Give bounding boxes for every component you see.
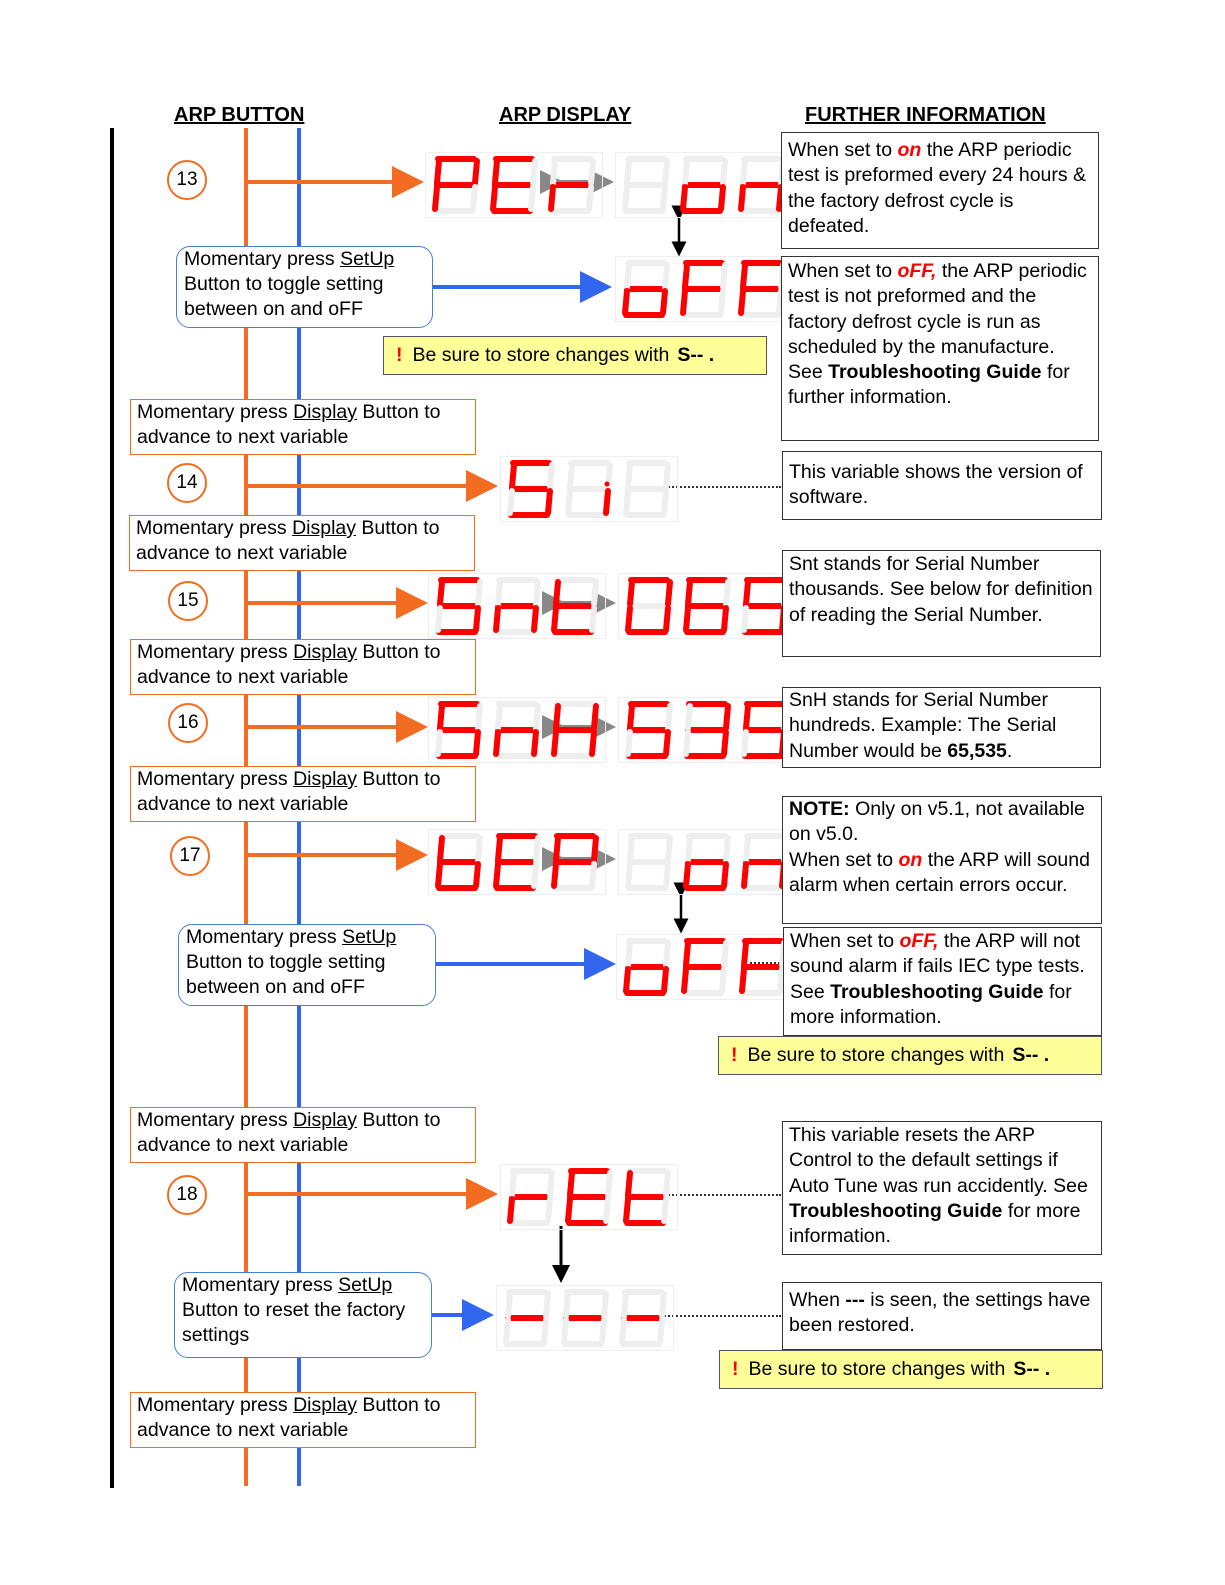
display-bep	[428, 829, 606, 895]
segment-digit	[505, 460, 557, 518]
segment-digit	[681, 833, 733, 891]
segment-digit	[621, 460, 673, 518]
store-warning-17: ! Be sure to store changes with S-- .	[718, 1036, 1102, 1075]
segment-digit	[559, 1289, 611, 1347]
header-further-information: FURTHER INFORMATION	[805, 104, 1046, 126]
segment-digit	[621, 1168, 673, 1226]
segment-digit	[491, 577, 543, 635]
display-snh-value	[618, 697, 796, 763]
segment-digit	[563, 1168, 615, 1226]
info-18: This variable resets the ARP Control to the default settings if Auto Tune was run accidently. See Troubleshooting Guide for more information.	[782, 1121, 1102, 1255]
segment-digit	[563, 460, 615, 518]
info-17-on: NOTE: Only on v5.1, not available on v5.0. When set to on the ARP will sound alarm when certain errors occur.	[782, 796, 1102, 924]
display-per-on	[615, 152, 793, 218]
setup-reset-box-18: Momentary press SetUp Button to reset the factory settings	[174, 1272, 432, 1358]
display-snt	[428, 573, 606, 639]
display-advance-box-3: Momentary press Display Button to advance to next variable	[130, 639, 476, 695]
segment-digit	[681, 577, 733, 635]
display-dash	[496, 1285, 674, 1351]
display-bep-on	[618, 829, 796, 895]
step-15: 15	[168, 581, 208, 621]
segment-digit	[491, 833, 543, 891]
segment-digit	[549, 701, 601, 759]
segment-digit	[505, 1168, 557, 1226]
header-arp-button: ARP BUTTON	[174, 104, 305, 126]
display-advance-box-6: Momentary press Display Button to advance to next variable	[130, 1392, 476, 1448]
segment-digit	[549, 577, 601, 635]
info-13-on: When set to on the ARP periodic test is preformed every 24 hours & the factory defrost cycle is defeated.	[781, 132, 1099, 249]
info-14: This variable shows the version of software.	[782, 451, 1102, 520]
display-advance-box-1: Momentary press Display Button to advance to next variable	[130, 399, 476, 455]
segment-digit	[546, 156, 598, 214]
segment-digit	[679, 938, 731, 996]
segment-digit	[681, 701, 733, 759]
display-ret	[500, 1164, 678, 1230]
setup-toggle-box-17: Momentary press SetUp Button to toggle setting between on and oFF	[178, 924, 436, 1006]
display-snt-value	[618, 573, 796, 639]
segment-digit	[623, 577, 675, 635]
step-18: 18	[167, 1175, 207, 1215]
step-16: 16	[168, 703, 208, 743]
segment-digit	[433, 577, 485, 635]
segment-digit	[623, 701, 675, 759]
info-dash: When --- is seen, the settings have been restored.	[782, 1282, 1102, 1350]
segment-digit	[501, 1289, 553, 1347]
info-17-off: When set to oFF, the ARP will not sound alarm if fails IEC type tests. See Troubleshooting Guide for more information.	[783, 927, 1102, 1036]
display-per-off	[615, 256, 793, 322]
info-15: Snt stands for Serial Number thousands. See below for definition of reading the Serial Number.	[782, 550, 1101, 657]
store-warning-13: ! Be sure to store changes with S-- .	[383, 336, 767, 375]
step-17: 17	[170, 836, 210, 876]
segment-digit	[620, 156, 672, 214]
store-warning-18: ! Be sure to store changes with S-- .	[719, 1350, 1103, 1389]
display-per	[425, 152, 603, 218]
segment-digit	[491, 701, 543, 759]
display-advance-box-2: Momentary press Display Button to advance to next variable	[129, 515, 475, 571]
segment-digit	[430, 156, 482, 214]
display-bep-off	[616, 934, 794, 1000]
display-si	[500, 456, 678, 522]
segment-digit	[549, 833, 601, 891]
step-13: 13	[167, 160, 207, 200]
info-16: SnH stands for Serial Number hundreds. Example: The Serial Number would be 65,535.	[782, 687, 1101, 768]
segment-digit	[621, 938, 673, 996]
segment-digit	[737, 938, 789, 996]
segment-digit	[617, 1289, 669, 1347]
step-14: 14	[167, 463, 207, 503]
info-13-off: When set to oFF, the ARP periodic test is not preformed and the factory defrost cycle is run as scheduled by the manufacture. See Troubleshooting Guide for further information.	[781, 256, 1099, 441]
display-advance-box-5: Momentary press Display Button to advance to next variable	[130, 1107, 476, 1163]
segment-digit	[433, 701, 485, 759]
display-snh	[428, 697, 606, 763]
display-advance-box-4: Momentary press Display Button to advance to next variable	[130, 766, 476, 822]
segment-digit	[678, 260, 730, 318]
segment-digit	[433, 833, 485, 891]
segment-digit	[620, 260, 672, 318]
segment-digit	[623, 833, 675, 891]
segment-digit	[678, 156, 730, 214]
header-arp-display: ARP DISPLAY	[499, 104, 632, 126]
setup-toggle-box-13: Momentary press SetUp Button to toggle setting between on and oFF	[176, 246, 433, 328]
segment-digit	[488, 156, 540, 214]
